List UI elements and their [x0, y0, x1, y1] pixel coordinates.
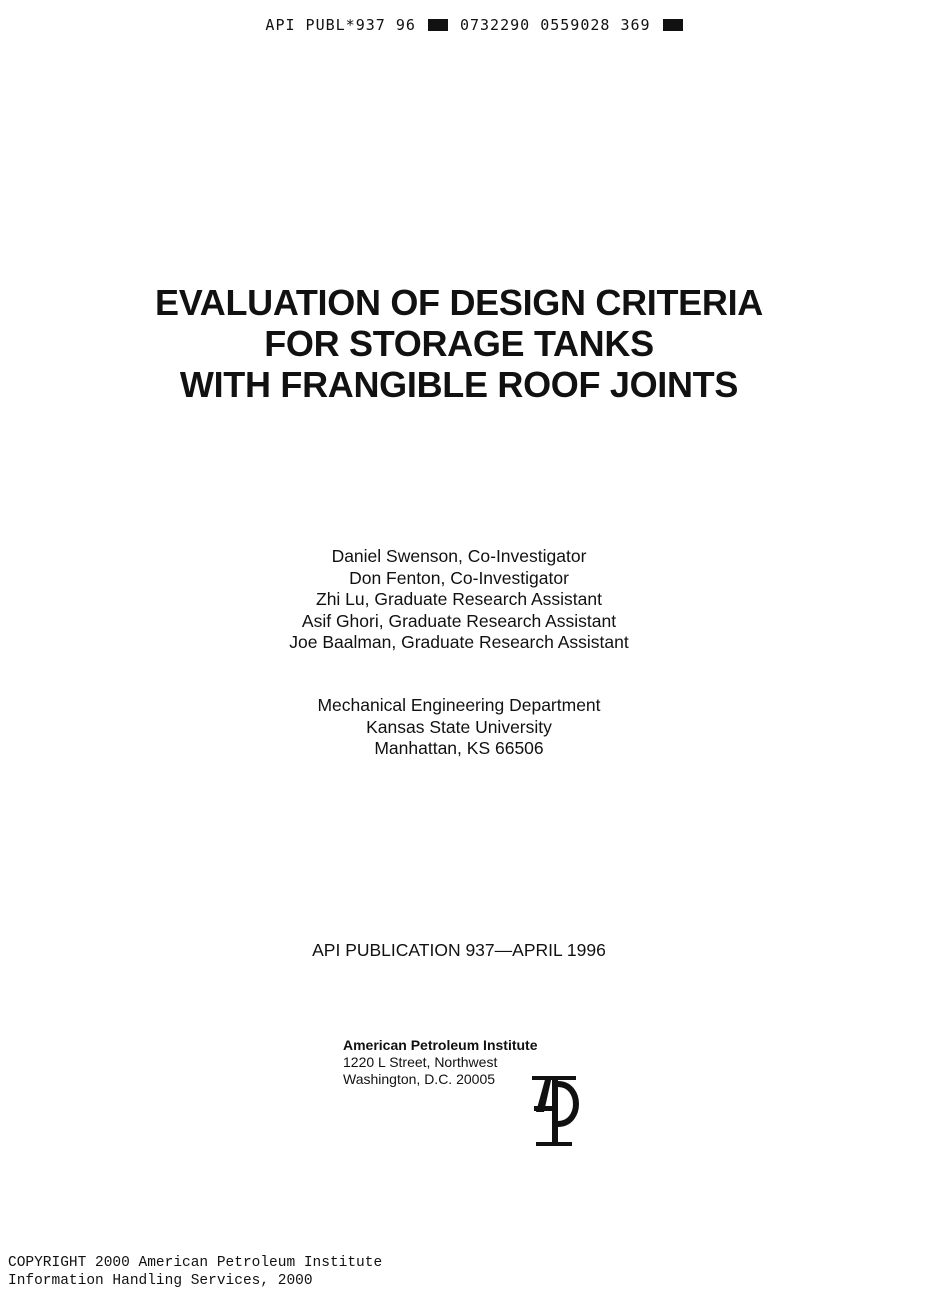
publisher-city: Washington, D.C. 20005: [343, 1071, 496, 1087]
author-list: [0, 546, 918, 654]
department-line: Mechanical Engineering Department: [317, 695, 601, 715]
copyright-footer: [8, 1254, 382, 1290]
author-entry: Asif Ghori, Graduate Research Assistant: [301, 610, 617, 631]
document-code-part1: API PUBL*937 96: [265, 16, 416, 34]
document-title: [0, 282, 918, 405]
title-line: FOR STORAGE TANKS: [264, 323, 654, 364]
department-line: Kansas State University: [366, 716, 552, 737]
barcode-block: [428, 19, 448, 31]
author-entry: Zhi Lu, Graduate Research Assistant: [316, 589, 602, 609]
publisher-block: [343, 1037, 538, 1088]
department-block: [0, 695, 918, 760]
copyright-line: COPYRIGHT 2000 American Petroleum Institute: [8, 1255, 383, 1271]
author-entry: Don Fenton, Co-Investigator: [349, 567, 569, 588]
publication-number: API PUBLICATION 937—APRIL 1996: [312, 940, 606, 960]
department-line: Manhattan, KS 66506: [374, 738, 544, 758]
document-code-header: [0, 16, 950, 34]
author-entry: Joe Baalman, Graduate Research Assistant: [289, 632, 629, 652]
api-logo-icon: [522, 1072, 586, 1148]
publisher-name: American Petroleum Institute: [343, 1037, 538, 1053]
copyright-line: Information Handling Services, 2000: [8, 1273, 313, 1289]
publisher-street: 1220 L Street, Northwest: [343, 1054, 498, 1070]
title-line: EVALUATION OF DESIGN CRITERIA: [155, 282, 763, 323]
document-code-part2: 0732290 0559028 369: [459, 16, 651, 34]
title-line: WITH FRANGIBLE ROOF JOINTS: [179, 364, 739, 405]
author-entry: Daniel Swenson, Co-Investigator: [331, 546, 587, 566]
barcode-block: [663, 19, 683, 31]
